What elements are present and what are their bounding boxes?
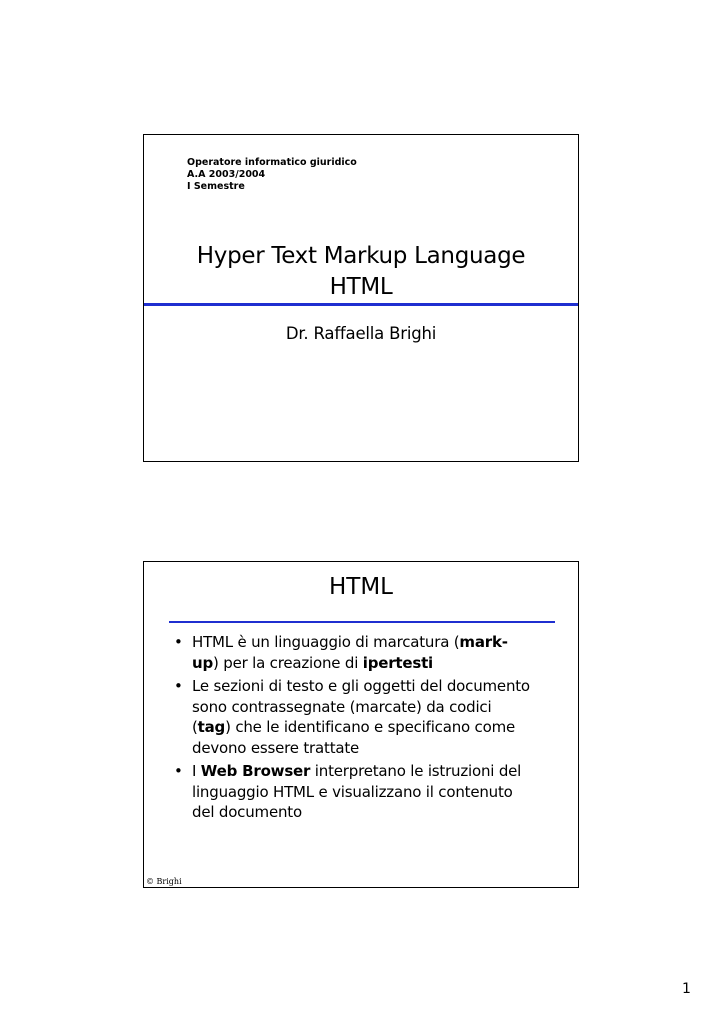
- bullet-text: I: [192, 762, 201, 780]
- bullet-bold-text: ipertesti: [362, 653, 433, 672]
- slide-2-title: HTML: [328, 574, 393, 600]
- bullet-text: interpretano le istruzioni del linguaggio HTML e visualizzano il contenuto del documento: [192, 762, 522, 821]
- title-divider: [169, 621, 555, 623]
- bullet-text: ) che le identificano e specificano come devono essere trattate: [192, 718, 516, 757]
- bullet-text: ) per la creazione di: [213, 653, 363, 672]
- bullet-bold-text: tag: [197, 718, 226, 736]
- slide-1: [143, 134, 579, 462]
- bullet-item: [172, 676, 532, 758]
- course-line-1: Operatore informatico giuridico: [187, 157, 357, 168]
- copyright-credit: © Brighi: [146, 877, 182, 886]
- bullet-item: [172, 761, 532, 823]
- bullet-text: HTML è un linguaggio di marcatura (: [192, 633, 460, 651]
- bullet-icon: •: [174, 762, 183, 780]
- slide-1-title-line-2: HTML: [329, 274, 393, 300]
- bullet-bold-text: Web Browser: [200, 762, 311, 780]
- author-name: Dr. Raffaella Brighi: [285, 324, 437, 343]
- title-divider: [144, 303, 578, 306]
- slide-1-title-line-1: Hyper Text Markup Language: [196, 243, 526, 269]
- bullet-icon: •: [174, 633, 183, 651]
- course-info: [187, 157, 357, 193]
- course-line-2: A.A 2003/2004: [187, 169, 266, 180]
- course-line-3: I Semestre: [187, 181, 245, 192]
- bullet-text: Le sezioni di testo e gli oggetti del documento sono contrassegnate (marcate) da codici (: [192, 677, 530, 736]
- bullet-icon: •: [174, 677, 183, 695]
- bullet-bold-text: mark-up: [192, 633, 508, 672]
- bullet-list: [172, 632, 532, 826]
- slide-2: [143, 561, 579, 888]
- bullet-item: [172, 632, 532, 673]
- slide-1-title: [144, 241, 578, 303]
- page-number: 1: [682, 981, 691, 997]
